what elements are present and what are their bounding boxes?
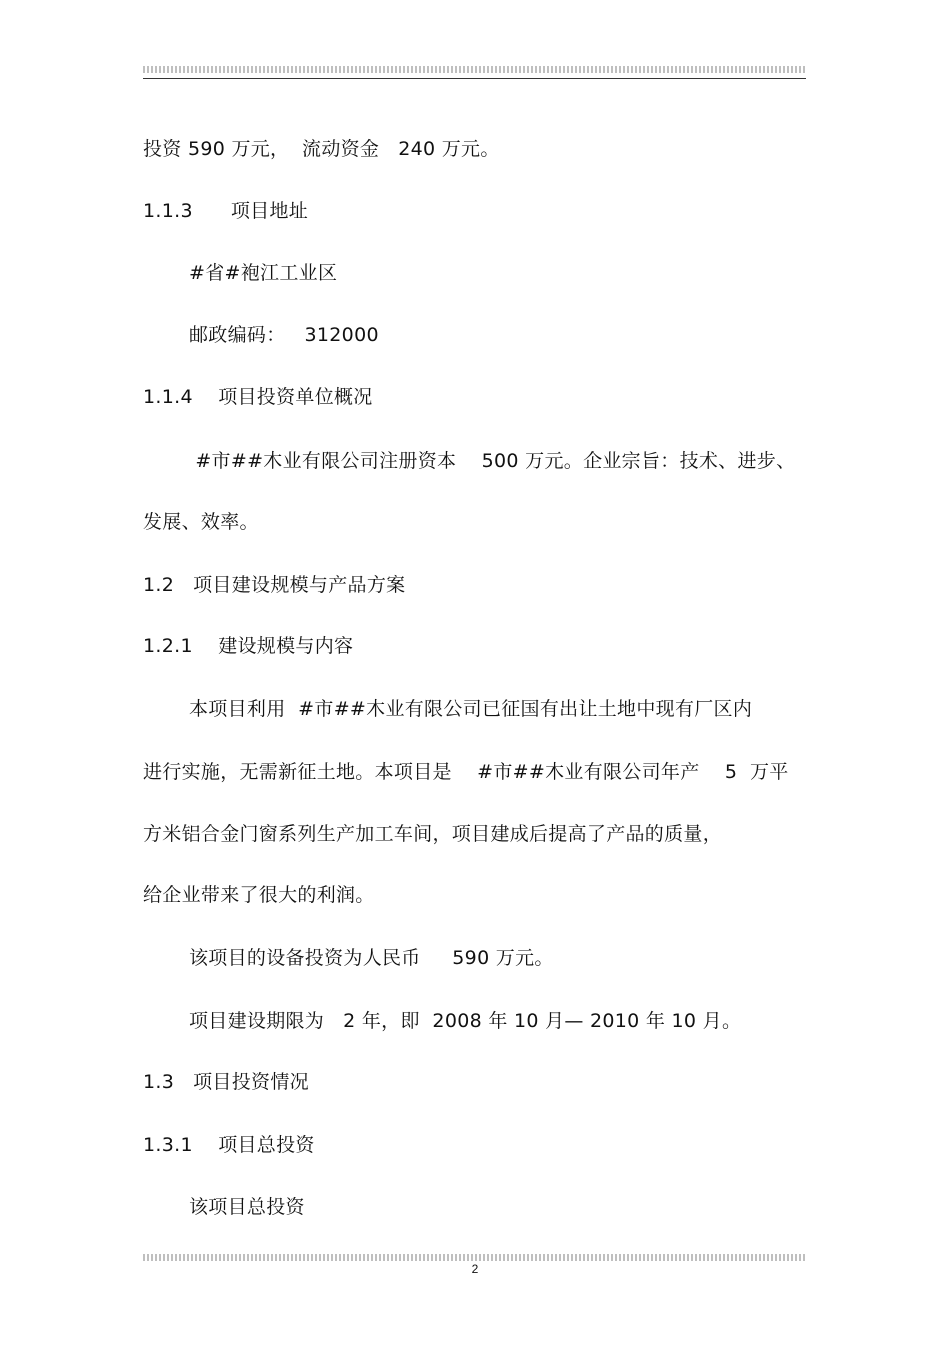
heading-1-1-3: 1.1.3 项目地址 <box>143 200 309 222</box>
paragraph-line-equipment: 该项目的设备投资为人民币 590 万元。 <box>189 947 554 969</box>
heading-1-1-4: 1.1.4 项目投资单位概况 <box>143 386 373 408</box>
address-line: #省#袍江工业区 <box>189 262 338 284</box>
heading-1-3-1: 1.3.1 项目总投资 <box>143 1134 315 1156</box>
header-dotted-band <box>143 66 806 73</box>
paragraph-line-company: #市##木业有限公司注册资本 500 万元。企业宗旨：技术、进步、 <box>189 450 796 472</box>
paragraph-line-investment: 投资 590 万元， 流动资金 240 万元。 <box>143 138 500 160</box>
page-number: 2 <box>471 1262 479 1276</box>
heading-1-2: 1.2 项目建设规模与产品方案 <box>143 574 406 596</box>
postal-code-line: 邮政编码： 312000 <box>189 324 379 346</box>
paragraph-line-scale-4: 给企业带来了很大的利润。 <box>143 884 375 906</box>
paragraph-line-scale-3: 方米铝合金门窗系列生产加工车间，项目建成后提高了产品的质量， <box>143 823 723 845</box>
paragraph-line-company-cont: 发展、效率。 <box>143 511 259 533</box>
heading-1-2-1: 1.2.1 建设规模与内容 <box>143 635 354 657</box>
heading-1-3: 1.3 项目投资情况 <box>143 1071 309 1093</box>
paragraph-line-scale-2: 进行实施，无需新征土地。本项目是 #市##木业有限公司年产 5 万平 <box>143 761 789 783</box>
paragraph-line-total: 该项目总投资 <box>189 1196 305 1218</box>
paragraph-line-period: 项目建设期限为 2 年，即 2008 年 10 月— 2010 年 10 月。 <box>189 1010 742 1032</box>
header-line <box>143 78 806 79</box>
paragraph-line-scale-1: 本项目利用 #市##木业有限公司已征国有出让土地中现有厂区内 <box>189 698 753 720</box>
header-rule <box>143 66 806 80</box>
footer-dotted-band <box>143 1254 806 1261</box>
